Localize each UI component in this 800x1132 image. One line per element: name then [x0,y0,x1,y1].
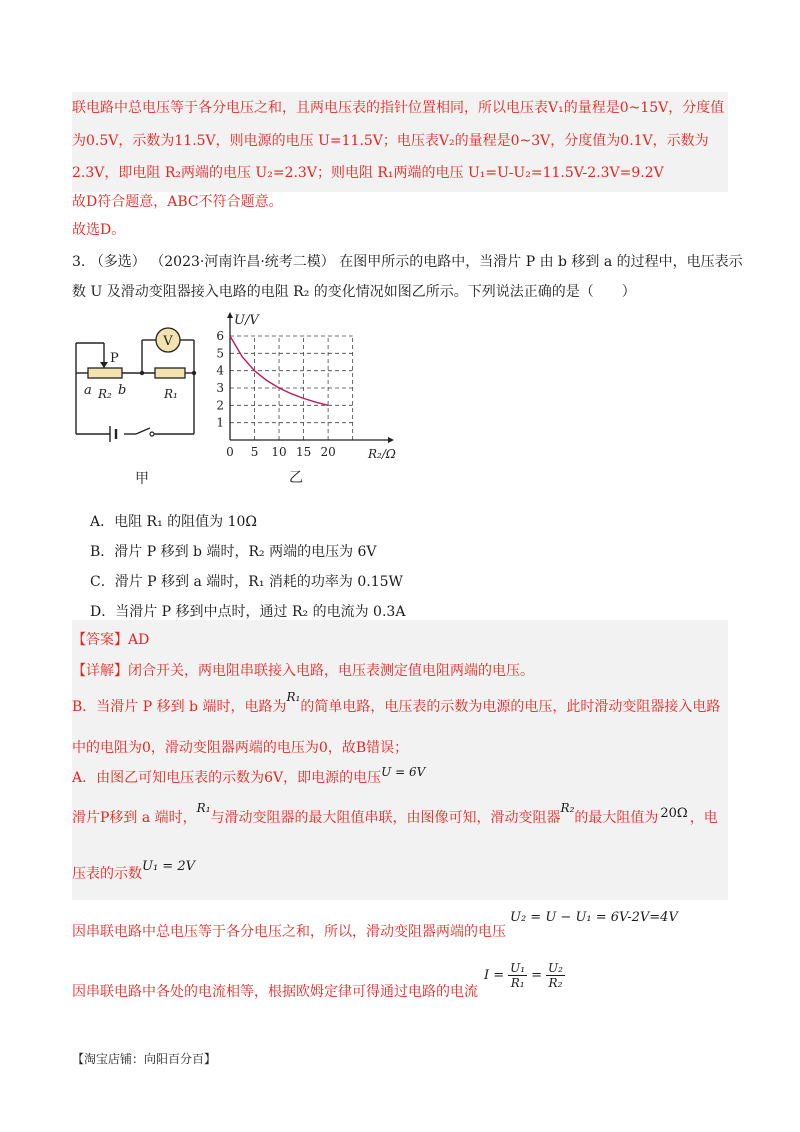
answer-line-4-math: U₂ = U − U₁ = 6V-2V=4V [510,910,678,925]
x-tick-label-20: 20 [320,445,336,459]
answer-a-line-3 [72,859,195,885]
answer-a-math-1: U = 6V [381,765,426,779]
fraction-1 [508,961,527,990]
x-tick-label-0: 0 [226,445,234,459]
answer-label: 【答案】AD [72,632,150,648]
answer-b-line-2: 中的电阻为0，滑动变阻器两端的电压为0，故B错误； [72,740,409,756]
question-number: 3. [72,254,86,270]
footer-shop: 【淘宝店铺：向阳百分百】 [72,1052,217,1066]
x-tick-label-15: 15 [295,445,312,459]
answer-a-line-1 [72,765,426,788]
solution-line-2: 为0.5V，示数为11.5V，则电源的电压 U=11.5V；电压表V₂的量程是0~3V，分度值为0.1V，示数为 [72,133,709,149]
x-tick-label-10: 10 [271,445,287,459]
answer-b-line-1 [72,690,721,717]
chart-xlabel: R₂/Ω [368,447,396,461]
answer-line-5 [72,982,478,1002]
y-tick-label-2: 2 [216,398,224,413]
fraction-1-num: U₁ [510,961,526,975]
fraction-1-den: R₁ [510,976,525,990]
answer-b-r1: R₁ [286,690,301,704]
r2-label: R₂ [98,387,112,401]
answer-a-r2: R₂ [560,801,575,815]
answer-a-value: 20Ω [660,806,688,821]
y-tick-label-5: 5 [216,346,224,361]
question-stem-text-1: 在图甲所示的电路中，当滑片 P 由 b 移到 a 的过程中，电压表示 [339,254,743,270]
figure-yi-caption: 乙 [289,470,303,485]
question-source: （2023·河南许昌·统考二模） [150,254,335,270]
answer-a-r1: R₁ [196,801,211,815]
answer-a-text-2: 滑片P移到 a 端时， [72,810,197,826]
r2-resistor [88,368,122,378]
circuit-diagram [70,318,210,488]
voltmeter-label: V [163,334,173,349]
answer-b-text-2: 的简单电路，电压表的示数为电源的电压，此时滑动变阻器接入电路 [300,699,721,715]
answer-a-math-2: U₁ = 2V [142,859,195,874]
fraction-2-den: R₂ [548,976,563,990]
x-axis-arrow [388,437,394,443]
r1-resistor [155,368,185,378]
x-tick-label-5: 5 [250,445,259,459]
solution-line-5: 故选D。 [72,222,126,238]
fraction-2 [546,961,565,990]
answer-line-5-text: 因串联电路中各处的电流相等，根据欧姆定律可得通过电路的电流 [72,984,478,1000]
y-tick-label-4: 4 [216,363,224,378]
y-axis-arrow [227,312,233,318]
answer-line-4-text: 因串联电路中总电压等于各分电压之和，所以，滑动变阻器两端的电压 [72,924,506,940]
answer-a-text-4: 的最大阻值为 [574,810,659,826]
formula-eq: = [531,968,543,983]
slider-label: P [110,351,119,366]
answer-b-text-1: B．当滑片 P 移到 b 端时，电路为 [72,699,287,715]
option-d: D．当滑片 P 移到中点时，通过 R₂ 的电流为 0.3A [90,604,406,620]
fraction-2-num: U₂ [548,961,563,975]
option-a: A．电阻 R₁ 的阻值为 10Ω [90,514,258,530]
option-b: B．滑片 P 移到 b 端时，R₂ 两端的电压为 6V [90,544,377,560]
solution-line-3: 2.3V，即电阻 R₂两端的电压 U₂=2.3V；则电阻 R₁两端的电压 U₁=U-U₂=11.5V-2.3V=9.2V [72,165,664,181]
answer-line-4 [72,922,506,942]
answer-a-text-1: A．由图乙可知电压表的示数为6V，即电源的电压 [72,770,382,786]
y-tick-label-6: 6 [216,329,224,343]
slider-arrow [100,362,108,368]
answer-detail: 【详解】闭合开关，两电阻串联接入电路，电压表测定值电阻两端的电压。 [72,663,534,679]
chart-ylabel: U/V [234,313,259,328]
solution-line-4: 故D符合题意，ABC不符合题意。 [72,194,283,210]
y-tick-label-3: 3 [216,381,224,395]
r1-label: R₁ [164,387,178,401]
y-tick-label-1: 1 [216,415,224,430]
question-stem-line-2: 数 U 及滑动变阻器接入电路的电阻 R₂ 的变化情况如图乙所示。下列说法正确的是（ ） [72,284,636,300]
answer-a-line-2 [72,801,718,829]
formula-i: I = [484,968,505,983]
question-tag: （多选） [89,254,146,270]
end-a-label: a [84,383,92,398]
option-c: C．滑片 P 移到 a 端时，R₁ 消耗的功率为 0.15W [90,574,403,590]
figure-jia-caption: 甲 [135,471,149,487]
end-b-label: b [118,383,127,398]
answer-a-text-5: ，电 [689,810,718,826]
solution-line-1: 联电路中总电压等于各分电压之和，且两电压表的指针位置相同，所以电压表V₁的量程是0~15V，分度值 [72,100,725,116]
question-stem-line-1 [72,252,743,272]
answer-a-text-6: 压表的示数 [72,866,142,882]
answer-a-text-3: 与滑动变阻器的最大阻值串联，由图像可知，滑动变阻器 [210,810,561,826]
u-r2-chart [210,310,400,485]
ohm-law-formula [484,961,565,990]
